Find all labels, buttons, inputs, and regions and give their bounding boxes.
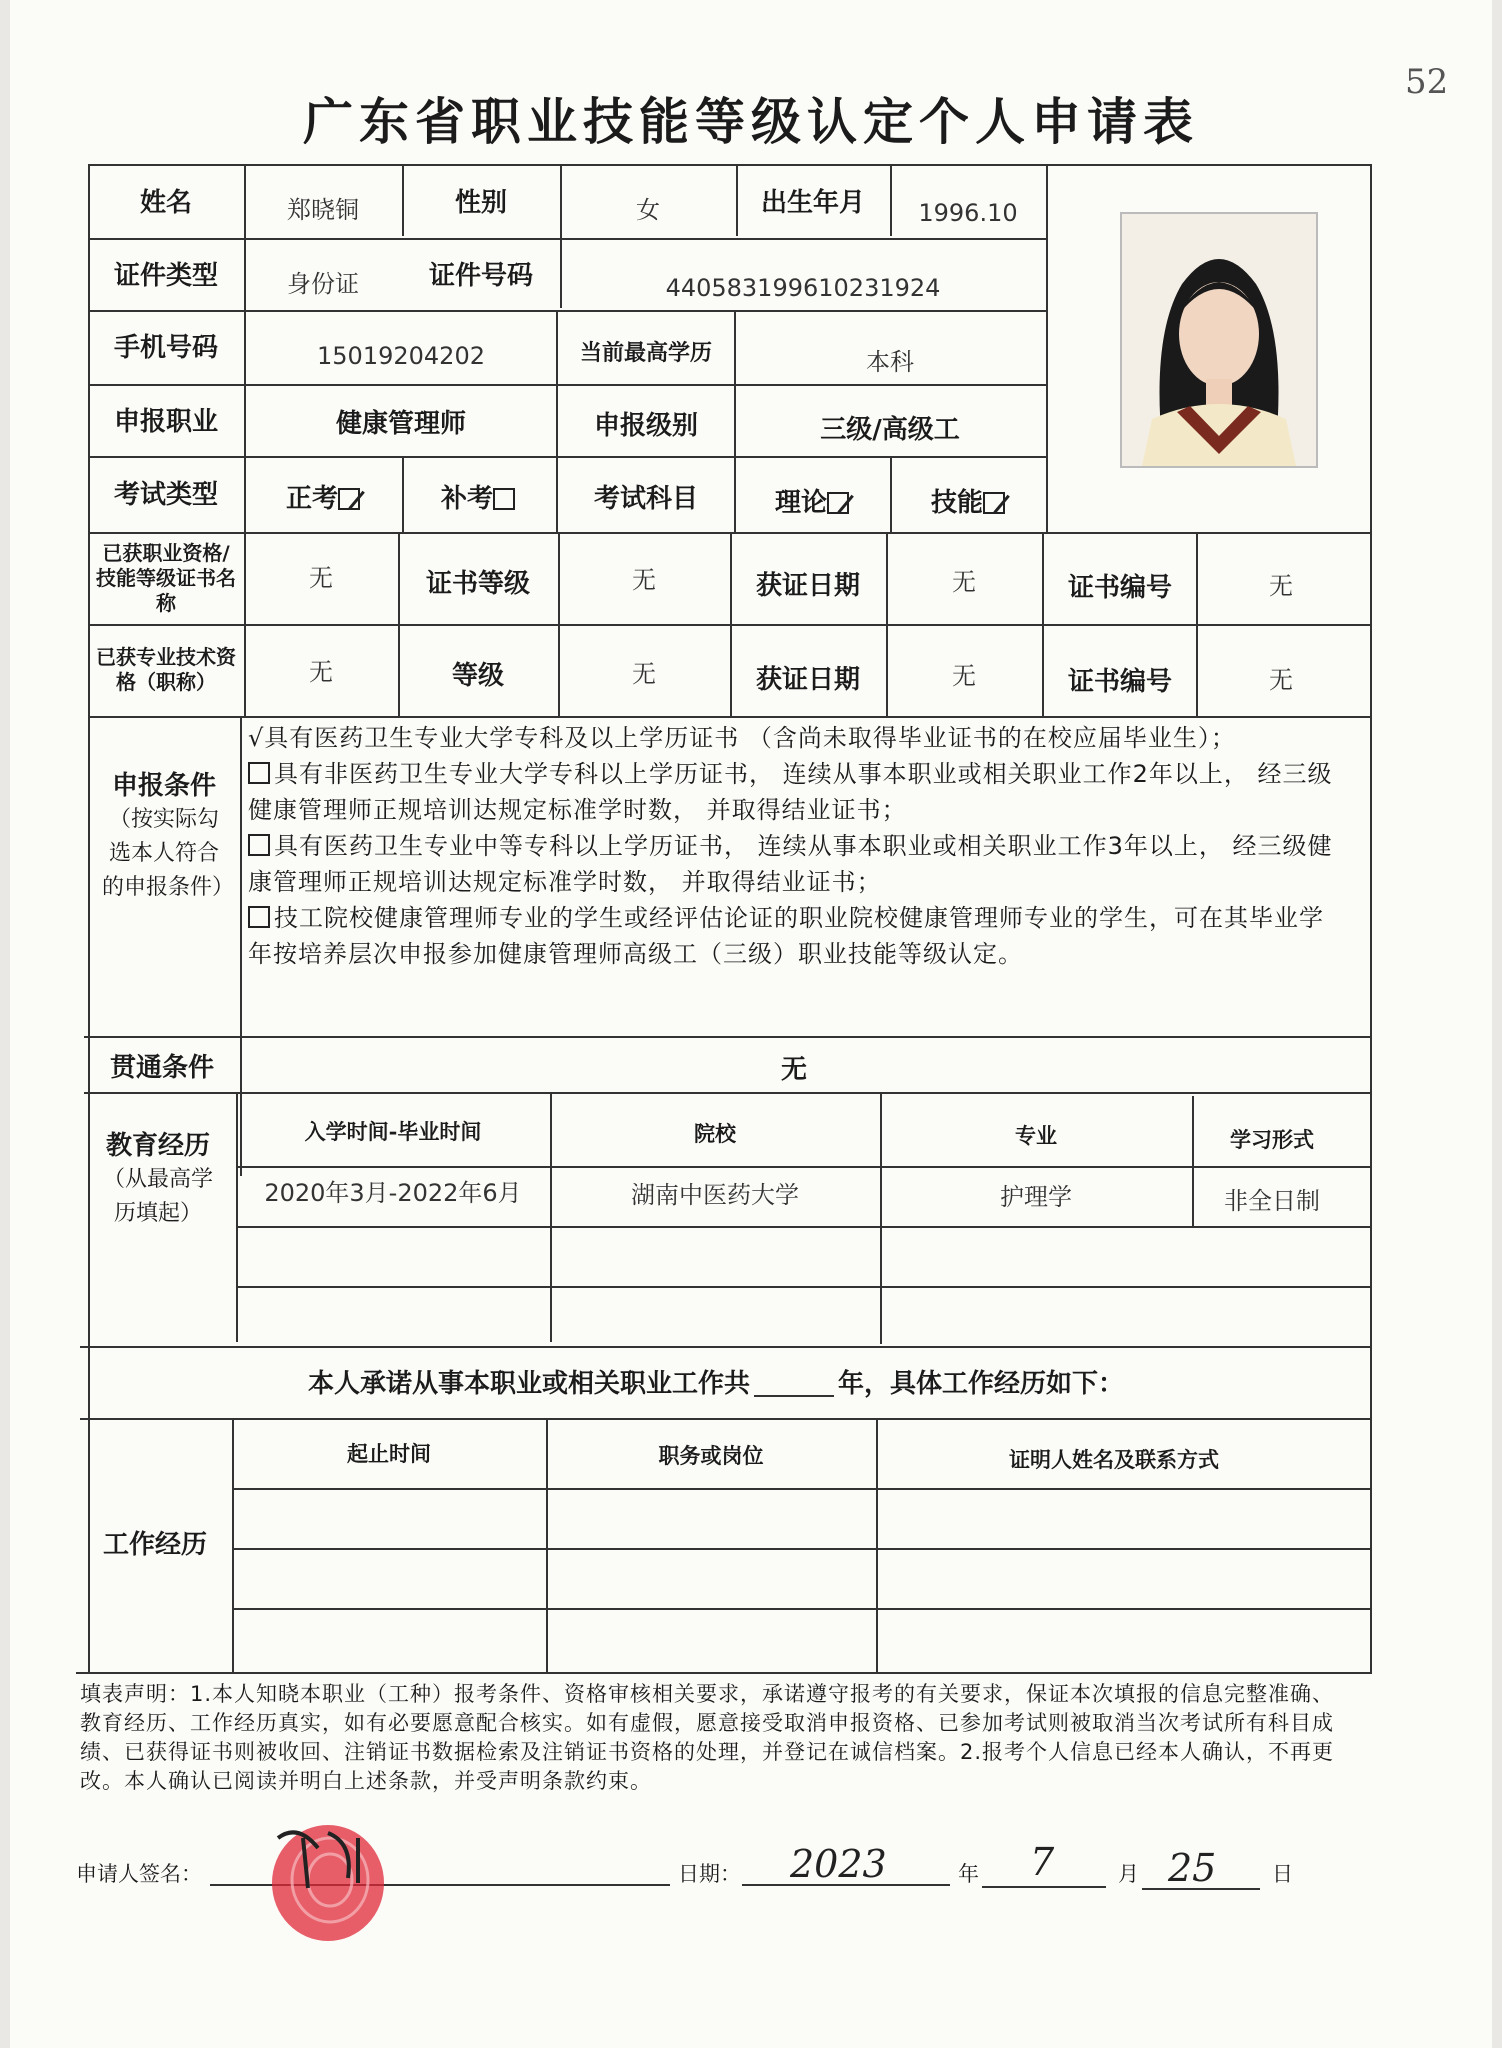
qual2-label: 已获专业技术资格（职称）	[96, 645, 236, 694]
id-no-label: 证件号码	[428, 260, 533, 291]
qual1-date: 无	[952, 568, 976, 596]
pledge-before: 本人承诺从事本职业或相关职业工作共	[307, 1368, 750, 1399]
job-value: 健康管理师	[335, 408, 466, 439]
condition-item-3[interactable]: 具有医药卫生专业中等专科以上学历证书， 连续从事本职业或相关职业工作3年以上， 经三级健康管理师正规培训达规定标准学时数， 并取得结业证书；	[248, 832, 1333, 896]
exam-normal-text: 正考	[285, 483, 338, 514]
grid-line	[1370, 164, 1372, 1674]
grid-line	[76, 1672, 1372, 1674]
exam-normal-option[interactable]	[244, 462, 402, 536]
grid-line	[80, 1418, 1372, 1420]
subject-skill-text: 技能	[930, 487, 983, 518]
checked-box-icon	[338, 488, 360, 510]
subject-skill-option[interactable]	[890, 466, 1046, 540]
condition-item: √具有医药卫生专业大学专科及以上学历证书 （含尚未取得毕业证书的在校应届毕业生）；	[248, 724, 1236, 752]
year-handwritten: 2023	[790, 1842, 887, 1886]
condition-item-4[interactable]: 技工院校健康管理师专业的学生或经评估论证的职业院校健康管理师专业的学生，可在其毕业学年按培养层次申报参加健康管理师高级工（三级）职业技能等级认定。	[248, 904, 1324, 968]
level-label: 申报级别	[593, 410, 698, 441]
exam-makeup-text: 补考	[440, 483, 493, 514]
edu-header-form: 学习形式	[1230, 1126, 1314, 1152]
edu-row-major: 护理学	[1000, 1183, 1072, 1211]
form-title: 广东省职业技能等级认定个人申请表	[303, 92, 1199, 151]
through-value: 无	[780, 1054, 807, 1085]
grid-line	[1046, 164, 1048, 534]
subject-theory-option[interactable]	[734, 466, 890, 540]
job-label: 申报职业	[113, 406, 218, 437]
month-unit: 月	[1118, 1862, 1139, 1886]
qual1-no: 无	[1269, 572, 1293, 600]
education-label	[80, 1130, 236, 1300]
day-handwritten: 25	[1168, 1846, 1217, 1890]
conditions-label	[84, 770, 244, 1010]
name-label: 姓名	[139, 187, 192, 218]
gender-value: 女	[636, 196, 660, 224]
qual2-date: 无	[952, 662, 976, 690]
name-value: 郑晓铜	[287, 196, 359, 224]
phone-value: 15019204202	[317, 342, 485, 370]
month-line[interactable]	[982, 1886, 1106, 1888]
birth-label: 出生年月	[760, 187, 865, 218]
pledge-years-blank[interactable]	[754, 1371, 834, 1397]
pledge-line	[80, 1352, 1352, 1416]
conditions-label-sub: （按实际勾选本人符合的申报条件）	[102, 806, 235, 900]
applicant-photo	[1120, 212, 1318, 468]
checkbox-icon	[493, 488, 515, 510]
edu-header-school: 院校	[694, 1120, 736, 1146]
work-header-position: 职务或岗位	[658, 1442, 764, 1468]
conditions-label-main: 申报条件	[111, 771, 216, 801]
work-header-period: 起止时间	[347, 1440, 431, 1466]
qual1-no-label: 证书编号	[1067, 572, 1172, 603]
through-label: 贯通条件	[109, 1052, 214, 1083]
month-handwritten: 7	[1030, 1840, 1055, 1884]
birth-value: 1996.10	[918, 199, 1018, 227]
edu-label: 当前最高学历	[579, 340, 712, 367]
work-header-witness: 证明人姓名及联系方式	[1009, 1446, 1219, 1472]
edu-row-form: 非全日制	[1224, 1187, 1320, 1215]
education-label-main: 教育经历	[105, 1131, 210, 1161]
signature-label: 申请人签名：	[76, 1862, 202, 1886]
qual2-no-label: 证书编号	[1067, 666, 1172, 697]
conditions-list	[248, 720, 1348, 972]
qual1-label: 已获职业资格/技能等级证书名称	[96, 540, 236, 615]
checkbox-icon	[248, 906, 270, 928]
condition-item-2[interactable]: 具有非医药卫生专业大学专科以上学历证书， 连续从事本职业或相关职业工作2年以上， 经三级健康管理师正规培训达规定标准学时数， 并取得结业证书；	[248, 760, 1333, 824]
checked-box-icon	[983, 492, 1005, 514]
edu-header-period: 入学时间-毕业时间	[304, 1118, 482, 1144]
exam-type-label: 考试类型	[113, 479, 218, 510]
exam-subject-label: 考试科目	[593, 483, 698, 514]
pledge-after: 年，具体工作经历如下：	[838, 1368, 1125, 1399]
qual1-level: 无	[632, 566, 656, 594]
year-unit: 年	[958, 1862, 979, 1886]
edu-header-major: 专业	[1015, 1122, 1057, 1148]
id-no-value: 440583199610231924	[665, 274, 941, 302]
declaration-text: 填表声明：1.本人知晓本职业（工种）报考条件、资格审核相关要求，承诺遵守报考的有关要求，保证本次填报的信息完整准确、教育经历、工作经历真实，如有必要愿意配合核实。如有虚假，愿意接受取消申报资格、已参加考试则被取消当次考试所有科目成绩、已获得证书则被收回、注销证书数据检索及注销证书资格的处理，并登记在诚信档案。2.报考个人信息已经本人确认，不再更改。本人确认已阅读并明白上述条款，并受声明条款约束。	[80, 1682, 1335, 1793]
red-fingerprint-stamp	[258, 1818, 418, 1948]
qual2-name: 无	[309, 658, 333, 686]
qual2-no: 无	[1269, 666, 1293, 694]
qual2-level-label: 等级	[451, 660, 504, 691]
grid-line	[80, 1346, 1372, 1348]
work-label: 工作经历	[102, 1529, 207, 1560]
qual1-date-label: 获证日期	[755, 570, 860, 601]
id-type-label: 证件类型	[113, 260, 218, 291]
checked-box-icon	[827, 492, 849, 514]
grid-line	[88, 164, 1372, 166]
subject-theory-text: 理论	[774, 487, 827, 518]
id-type-value: 身份证	[287, 270, 359, 298]
grid-line	[236, 1286, 1372, 1288]
grid-line	[232, 1608, 1372, 1610]
qual1-level-label: 证书等级	[425, 568, 530, 599]
edu-row-school: 湖南中医药大学	[631, 1181, 799, 1209]
gender-label: 性别	[454, 187, 507, 218]
qual1-name: 无	[309, 564, 333, 592]
day-unit: 日	[1272, 1862, 1293, 1886]
exam-makeup-option[interactable]	[402, 462, 558, 536]
edu-row-period: 2020年3月-2022年6月	[264, 1179, 522, 1207]
page-number: 52	[1405, 62, 1449, 102]
grid-line	[232, 1548, 1372, 1550]
date-label: 日期：	[678, 1862, 741, 1886]
edu-value: 本科	[866, 348, 914, 376]
education-label-sub: （从最高学历填起）	[102, 1166, 213, 1226]
qual2-date-label: 获证日期	[755, 664, 860, 695]
phone-label: 手机号码	[113, 332, 218, 363]
grid-line	[84, 1036, 1372, 1038]
level-value: 三级/高级工	[820, 414, 960, 445]
qual2-level: 无	[632, 660, 656, 688]
checkbox-icon	[248, 834, 270, 856]
checkbox-icon	[248, 762, 270, 784]
